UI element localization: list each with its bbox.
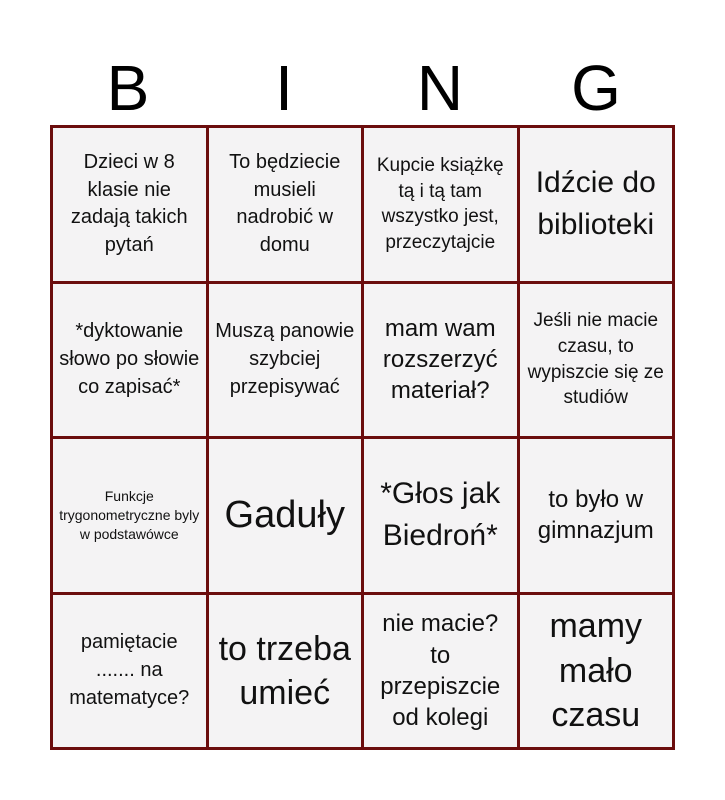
bingo-cell[interactable]: pamiętacie ....... na matematyce? xyxy=(53,595,206,748)
header-letter-b: B xyxy=(106,52,150,124)
bingo-cell[interactable]: To będziecie musieli nadrobić w domu xyxy=(209,128,362,281)
bingo-cell[interactable]: Funkcje trygonometryczne byly w podstawówce xyxy=(53,439,206,592)
bingo-cell[interactable]: Idźcie do biblioteki xyxy=(520,128,673,281)
bingo-cell[interactable]: Jeśli nie macie czasu, to wypiszcie się ze studiów xyxy=(520,284,673,437)
bingo-cell[interactable]: mam wam rozszerzyć materiał? xyxy=(364,284,517,437)
bingo-cell[interactable]: Muszą panowie szybciej przepisywać xyxy=(209,284,362,437)
header-letter-g: G xyxy=(571,52,621,124)
bingo-cell[interactable]: to było w gimnazjum xyxy=(520,439,673,592)
bingo-cell[interactable]: Dzieci w 8 klasie nie zadają takich pytań xyxy=(53,128,206,281)
bingo-cell[interactable]: Gaduły xyxy=(209,439,362,592)
bingo-board xyxy=(50,125,675,750)
header-letter-i: I xyxy=(275,52,293,124)
bingo-cell[interactable]: nie macie? to przepiszcie od kolegi xyxy=(364,595,517,748)
bingo-cell[interactable]: Kupcie książkę tą i tą tam wszystko jest, przeczytajcie xyxy=(364,128,517,281)
bingo-cell[interactable]: to trzeba umieć xyxy=(209,595,362,748)
bingo-cell[interactable]: mamy mało czasu xyxy=(520,595,673,748)
bingo-header xyxy=(50,50,675,126)
bingo-cell[interactable]: *dyktowanie słowo po słowie co zapisać* xyxy=(53,284,206,437)
header-letter-n: N xyxy=(416,52,464,124)
bingo-cell[interactable]: *Głos jak Biedroń* xyxy=(364,439,517,592)
